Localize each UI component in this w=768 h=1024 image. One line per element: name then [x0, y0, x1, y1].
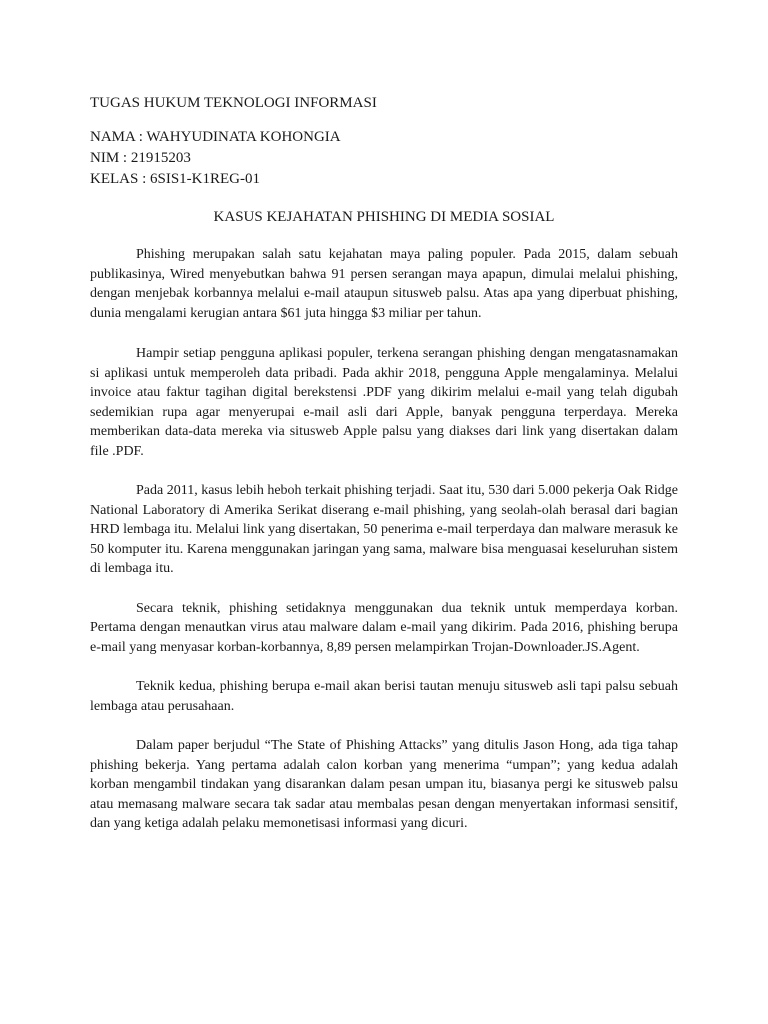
paragraph: Phishing merupakan salah satu kejahatan maya paling populer. Pada 2015, dalam sebuah publikasinya, Wired menyebutkan bahwa 91 persen serangan maya apapun, dimulai melalui phishing, dengan menjebak korbannya melalui e-mail ataupun situsweb palsu. Atas apa yang diperbuat phishing, dunia mengalami kerugian antara $61 juta hingga $3 miliar per tahun.: [90, 247, 678, 321]
student-name: NAMA : WAHYUDINATA KOHONGIA: [90, 129, 341, 145]
student-info: [90, 127, 341, 190]
document-body: [90, 245, 678, 854]
student-class: KELAS : 6SIS1-K1REG-01: [90, 171, 261, 187]
paragraph: Pada 2011, kasus lebih heboh terkait phishing terjadi. Saat itu, 530 dari 5.000 pekerja Oak Ridge National Laboratory di Amerika Serikat diserang e-mail phishing, yang seolah-olah berasal dari bagian HRD lembaga itu. Melalui link yang disertakan, 50 penerima e-mail terperdaya dan malware merasuk ke 50 komputer itu. Karena menggunakan jaringan yang sama, malware bisa menguasai keseluruhan sistem di lembaga itu.: [90, 483, 678, 576]
paragraph: Dalam paper berjudul “The State of Phishing Attacks” yang ditulis Jason Hong, ada tiga tahap phishing bekerja. Yang pertama adalah calon korban yang menerima “umpan”; yang kedua adalah korban mengambil tindakan yang disarankan dalam pesan umpan itu, biasanya pergi ke situsweb palsu atau memasang malware secara tak sadar atau membalas pesan dengan menyertakan informasi sensitif, dan yang ketiga adalah pelaku memonetisasi informasi yang dicuri.: [90, 738, 678, 831]
document-title: TUGAS HUKUM TEKNOLOGI INFORMASI: [90, 95, 377, 111]
paragraph: Secara teknik, phishing setidaknya menggunakan dua teknik untuk memperdaya korban. Pertama dengan menautkan virus atau malware dalam e-mail yang dikirim. Pada 2016, phishing berupa e-mail yang menyasar korban-korbannya, 8,89 persen melampirkan Trojan-Downloader.JS.Agent.: [90, 600, 678, 655]
paragraph: Teknik kedua, phishing berupa e-mail akan berisi tautan menuju situsweb asli tapi palsu sebuah lembaga atau perusahaan.: [90, 679, 678, 714]
student-nim: NIM : 21915203: [90, 150, 191, 166]
paragraph: Hampir setiap pengguna aplikasi populer, terkena serangan phishing dengan mengatasnamakan si aplikasi untuk memperoleh data pribadi. Pada akhir 2018, pengguna Apple mengalaminya. Melalui invoice atau faktur tagihan digital berekstensi .PDF yang dikirim melalui e-mail yang telah digubah sedemikian rupa agar menyerupai e-mail asli dari Apple, banyak pengguna terperdaya. Mereka memberikan data-data mereka via situsweb Apple palsu yang diakses dari link yang disertakan dalam file .PDF.: [90, 346, 678, 459]
case-heading: KASUS KEJAHATAN PHISHING DI MEDIA SOSIAL: [213, 209, 555, 225]
